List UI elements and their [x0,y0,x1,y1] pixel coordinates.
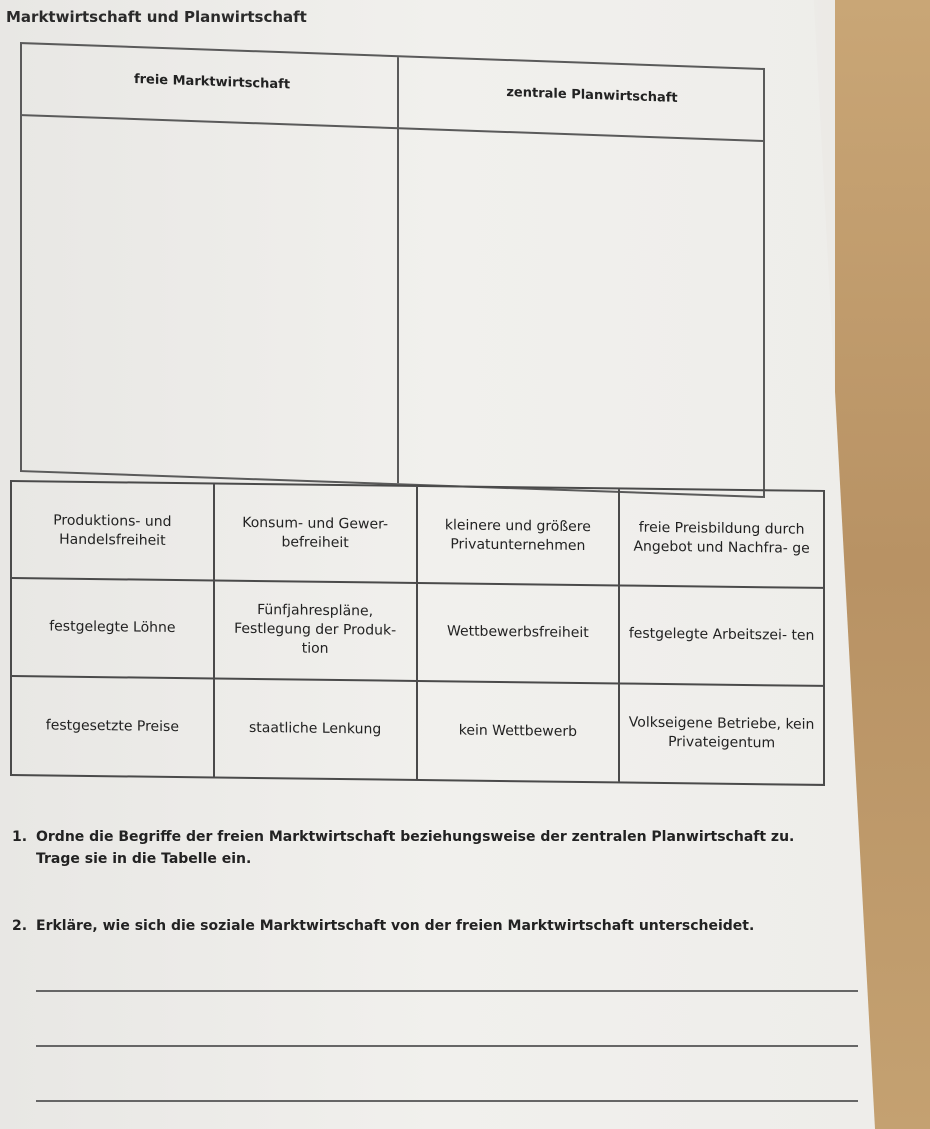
term-cell: festgelegte Löhne [12,579,215,679]
column-header-planned-economy: zentrale Planwirtschaft [506,84,678,106]
term-cell: freie Preisbildung durch Angebot und Nachfra- ge [620,489,823,589]
worksheet-title: Marktwirtschaft und Planwirtschaft [6,8,307,26]
table-divider-horizontal [22,114,763,142]
sorting-table [20,42,765,498]
term-cell: staatliche Lenkung [215,679,418,779]
term-cell: festgesetzte Preise [12,677,215,777]
task-2 [12,915,754,937]
task-text-line2: Trage sie in die Tabelle ein. [36,851,252,867]
answer-line[interactable] [36,990,858,992]
table-divider-vertical [397,57,399,483]
term-cell: Volkseigene Betriebe, kein Privateigentum [628,714,815,752]
task-text: Erkläre, wie sich die soziale Marktwirtschaft von der freien Marktwirtschaft unterscheidet. [36,918,755,934]
term-cell: kleinere und größere Privatunternehmen [418,487,621,587]
task-1 [12,826,794,870]
term-cell: Produktions- und Handelsfreiheit [12,482,215,582]
term-grid [10,480,825,786]
column-header-free-market: freie Marktwirtschaft [133,71,291,93]
term-cell: Wettbewerbsfreiheit [418,584,621,684]
answer-line[interactable] [36,1100,858,1102]
term-cell: Konsum- und Gewer- befreiheit [215,485,418,585]
term-cell: kein Wettbewerb [418,682,621,782]
task-number: 1. [12,829,28,845]
task-text: Ordne die Begriffe der freien Marktwirtschaft beziehungsweise der zentralen Planwirtschaft zu. [36,829,795,845]
task-number: 2. [12,918,28,934]
term-cell: festgelegte Arbeitszei- ten [620,587,823,687]
answer-line[interactable] [36,1045,858,1047]
term-cell: Fünfjahrespläne, Festlegung der Produk- tion [215,582,418,682]
